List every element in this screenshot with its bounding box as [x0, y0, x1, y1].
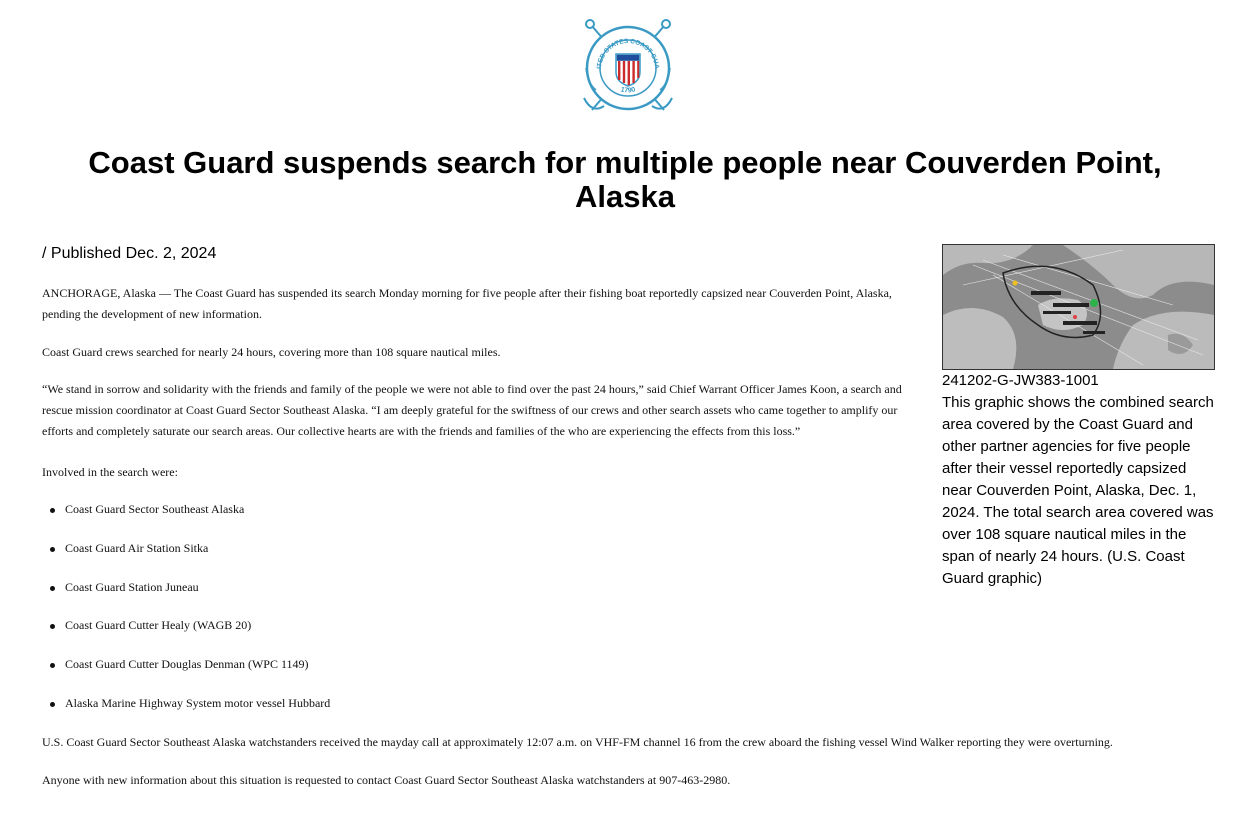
figure-caption	[942, 370, 1218, 590]
paragraph-contact: Anyone with new information about this situation is requested to contact Coast Guard Sector Southeast Alaska watchstanders at 907-463-2980.	[42, 773, 731, 787]
published-date: / Published Dec. 2, 2024	[42, 245, 217, 262]
seal-text-top: ITED STATES COAST GUA	[596, 37, 661, 70]
figure-id: 241202-G-JW383-1001	[942, 372, 1099, 389]
search-area-map-image[interactable]	[942, 244, 1215, 370]
list-item: Coast Guard Station Juneau	[65, 577, 199, 598]
coast-guard-seal-icon	[578, 18, 678, 118]
paragraph-search-coverage: Coast Guard crews searched for nearly 24 hours, covering more than 108 square nautical miles.	[42, 345, 501, 359]
figure-caption-text: This graphic shows the combined search area covered by the Coast Guard and other partner agencies for five people after their vessel reportedly capsized near Couverden Point, Alaska, Dec. 1, 2024. The total search area covered was over 108 square nautical miles in the span of nearly 24 hours. (U.S. Coast Guard graphic)	[942, 394, 1214, 587]
list-item: Coast Guard Sector Southeast Alaska	[65, 499, 244, 520]
map-graphic	[943, 245, 1214, 369]
paragraph-mayday: U.S. Coast Guard Sector Southeast Alaska watchstanders received the mayday call at approximately 12:07 a.m. on VHF-FM channel 16 from the crew aboard the fishing vessel Wind Walker reporting they were overturning.	[42, 735, 1113, 749]
article-title: Coast Guard suspends search for multiple people near Couverden Point, Alaska	[88, 145, 1162, 214]
seal-text-bottom: 1790	[619, 86, 637, 95]
paragraph-lead: ANCHORAGE, Alaska — The Coast Guard has suspended its search Monday morning for five people after their fishing boat reportedly capsized near Couverden Point, Alaska, pending the development of new information.	[42, 286, 892, 321]
list-item: Coast Guard Cutter Douglas Denman (WPC 1149)	[65, 654, 309, 675]
list-item: Coast Guard Cutter Healy (WAGB 20)	[65, 615, 251, 636]
coast-guard-logo	[578, 18, 678, 118]
paragraph-quote: “We stand in sorrow and solidarity with the friends and family of the people we were not able to find over the past 24 hours,” said Chief Warrant Officer James Koon, a search and rescue mission coordinator at Coast Guard Sector Southeast Alaska. “I am deeply grateful for the swiftness of our crews and other search assets who came together to amplify our efforts and completely saturate our search areas. Our collective hearts are with the friends and families of the who are experiencing the effects from this loss.”	[42, 382, 902, 438]
list-item: Coast Guard Air Station Sitka	[65, 538, 208, 559]
paragraph-involved-intro: Involved in the search were:	[42, 465, 178, 479]
list-item: Alaska Marine Highway System motor vessel Hubbard	[65, 693, 330, 714]
